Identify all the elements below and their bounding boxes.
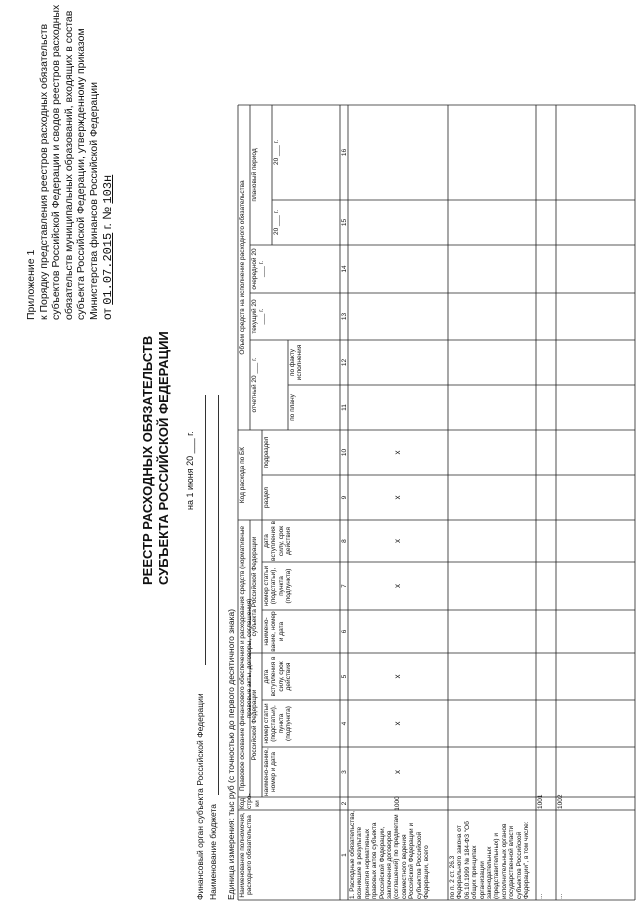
column-number: 1 (341, 853, 348, 857)
column-number: 16 (341, 148, 348, 157)
header-planning-year2: 20 ___ г. (273, 139, 280, 166)
column-number: 5 (341, 674, 348, 679)
unit-label: Единица измерения: тыс руб (с точностью до первого десятичного знака) (226, 608, 236, 900)
row-code: 1000 (394, 796, 402, 811)
header-plan: по плану (289, 394, 296, 421)
x-mark: x (393, 450, 403, 455)
header-subject: субъекта Российской Федерации (251, 536, 258, 637)
row-name: ... (557, 893, 564, 899)
header-rf-effective: дата вступления в силу, срок действия (263, 656, 293, 697)
as-of-date: на 1 июня 20 ___ г. (185, 431, 195, 510)
financial-organ-label: Финансовый орган субъекта Российской Федерации (195, 693, 205, 900)
column-number: 15 (341, 218, 348, 227)
header-next: очередной 20 ___ г. (251, 248, 266, 290)
budget-name-label: Наименование бюджета (208, 804, 218, 900)
appendix-line: субъектов Российской Федерации и сводов реестров расходных (50, 4, 63, 320)
header-subsection: подраздел (263, 436, 270, 469)
x-mark: x (393, 495, 403, 500)
header-subject-article: номер статьи (подстатьи), пункта (подпункта) (263, 565, 293, 607)
column-number: 13 (341, 312, 348, 321)
column-number: 14 (341, 265, 348, 273)
x-mark: x (393, 584, 403, 588)
row-name: по п. 2 ст. 26.3 Федерального закона от 06.10.1999 № 184-ФЗ "Об общих принципах организации законодательных (представительных) и исполнительных органов государственной власти субъектов Российской Федерации", в том числе: (449, 821, 531, 899)
header-fact: по факту исполнения (289, 344, 304, 381)
row-name: 1. Расходные обязательства, возникшие в результате принятия нормативных правовых актов субъекта Российской Федерации, заключения договоров (соглашений) по предметам совместного ведения Российской Федерации и субъектов Российской Федерации, всего (349, 810, 431, 899)
appendix-line: Министерства финансов Российской Федерации (87, 82, 100, 320)
appendix-line: к Порядку представления реестров расходных обязательств (37, 23, 50, 320)
header-legal-basis: Правовое основание финансового обеспечения и расходования средств (нормативные правовые акты, договоры, соглашения) (239, 526, 254, 791)
appendix-line: обязательств муниципальных образований, входящих в состав (62, 10, 75, 320)
column-number: 8 (341, 539, 348, 543)
column-number: 12 (341, 358, 348, 367)
order-prefix: от (99, 308, 114, 320)
document-title-line2: СУБЪЕКТА РОССИЙСКОЙ ФЕДЕРАЦИИ (156, 331, 171, 585)
x-mark: x (393, 721, 403, 726)
order-year-suffix: г. (99, 223, 114, 230)
column-number: 11 (341, 404, 348, 411)
x-mark: x (393, 539, 403, 543)
header-code: Код стро-ки (239, 793, 261, 809)
row-name: ... (537, 893, 544, 899)
x-mark: x (393, 674, 403, 679)
header-rf-act-name: наимено-вание, номер и дата (263, 748, 278, 796)
column-number: 7 (341, 584, 348, 588)
appendix-line: субъекта Российской Федерации, утвержденному приказом (75, 28, 88, 320)
header-current: текущий 20 ___ г. (251, 299, 266, 334)
row-code: 1001 (537, 794, 544, 809)
column-number: 3 (341, 770, 348, 774)
appendix-line: Приложение 1 (25, 249, 37, 320)
column-number: 9 (341, 495, 348, 500)
header-subject-act-name: наимено-вание, номер и дата (263, 611, 285, 652)
order-number: 103н (100, 174, 115, 204)
header-subject-effective: дата вступления в силу, срок действия (263, 521, 293, 561)
header-bk-code: Код расхода по БК (239, 446, 246, 504)
column-number: 6 (341, 629, 348, 634)
header-planning-year1: 20 ___ г. (273, 209, 280, 236)
column-number: 10 (341, 448, 348, 457)
x-mark: x (393, 770, 403, 774)
header-planning: плановый период (251, 148, 258, 202)
order-date: 01.07.2015 (100, 232, 115, 305)
header-section: раздел (263, 487, 270, 508)
header-name: Наименование полномочия, расходного обязательства (239, 812, 254, 898)
document-title-line1: РЕЕСТР РАСХОДНЫХ ОБЯЗАТЕЛЬСТВ (140, 335, 155, 585)
column-number: 4 (341, 721, 348, 726)
row-code: 1002 (557, 794, 564, 809)
header-volume: Объем средств на исполнение расходного обязательства (239, 180, 246, 355)
header-reporting: отчетный 20 ___ г. (251, 357, 258, 413)
column-number: 2 (341, 801, 348, 806)
row-code (449, 798, 535, 809)
order-number-label: № (99, 206, 114, 220)
header-rf-article: номер статьи (подстатьи), пункта (подпункта) (263, 703, 293, 744)
header-rf: Российской Федерации (251, 689, 258, 761)
